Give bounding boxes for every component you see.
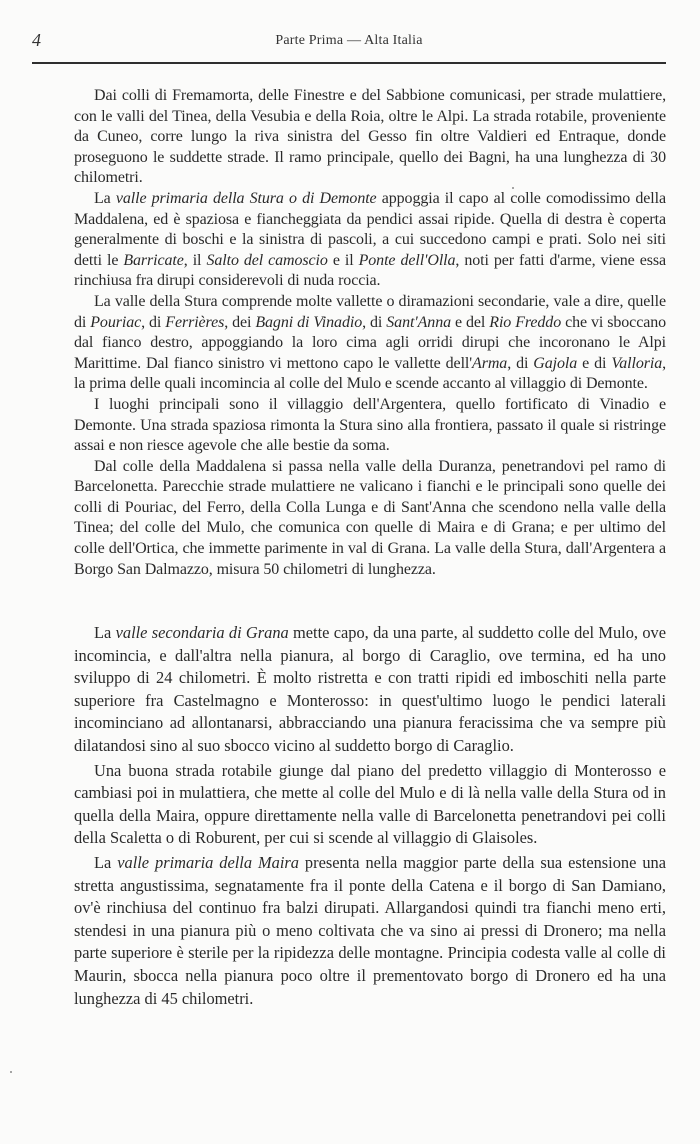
- italic-term: Ferrières: [165, 313, 225, 331]
- print-speck: [512, 187, 514, 189]
- italic-term: Gajola: [533, 354, 578, 372]
- italic-term: Salto del camoscio: [206, 251, 328, 269]
- italic-term: Bagni di Vinadio: [255, 313, 363, 331]
- text-run: La: [94, 852, 118, 872]
- italic-term: Ponte dell'Olla: [358, 251, 456, 269]
- text-run: e di: [577, 354, 612, 372]
- text-run: La valle della Stura comprende molte vallette o diramazioni secondarie, vale a dire, quelle di: [74, 292, 666, 331]
- paragraph: [74, 760, 666, 850]
- text-run: I luoghi principali sono il villaggio dell'Argentera, quello fortificato di Vinadio e Demonte. Una strada spaziosa rimonta la Stura sino alla frontiera, passato il quale si ristringe assai e non riesce agevole che alle bestie da soma.: [74, 395, 666, 455]
- paragraph: [74, 457, 666, 581]
- italic-term: Arma: [472, 354, 508, 372]
- italic-term: Rio Freddo: [489, 313, 562, 331]
- header-rule: [32, 62, 666, 64]
- italic-term: Pouriac: [90, 313, 142, 331]
- paragraph: [74, 852, 666, 1010]
- italic-term: Sant'Anna: [386, 313, 452, 331]
- text-run: Una buona strada rotabile giunge dal piano del predetto villaggio di Monterosso e cambiasi poi in mulattiera, che mette al colle del Mulo e di là nella valle della Stura od in quella della Maira, oppure direttamente nella valle di Barcelonetta penetrandovi pei colli della Scaletta o di Roburent, per cui si scende al villaggio di Glaisoles.: [74, 760, 666, 848]
- text-run: , di: [362, 313, 387, 331]
- text-run: La: [94, 623, 116, 642]
- text-run: Dai colli di Fremamorta, delle Finestre e del Sabbione comunicasi, per strade mulattiere, con le valli del Tinea, della Vesubia e della Roia, oltre le Alpi. La strada rotabile, proveniente da Cuneo, corre lungo la riva sinistra del Gesso fin oltre Valdieri ed Entraque, donde proseguono le suddette strade. Il ramo principale, quello dei Bagni, ha una lunghezza di 30 chilometri.: [74, 87, 666, 187]
- text-run: appoggia il capo al colle comodissimo della Maddalena, ed è spaziosa e fiancheggiata da pendici assai ripide. Quella di destra è coperta generalmente di boschi e la sinistra di pascoli, a cui succedono campi e prati. Solo nei siti detti le: [74, 189, 666, 269]
- paragraph: [74, 86, 666, 189]
- print-speck: [10, 1071, 12, 1073]
- page-number: 4: [32, 30, 41, 50]
- text-run: che vi sboccano dal fianco destro, appoggiando la loro cima agli orridi dirupi che incoronano le Alpi Marittime. Dal fianco sinistro vi mettono capo le vallette dell': [74, 313, 666, 372]
- text-run: , dei: [224, 313, 256, 331]
- text-run: , di: [141, 313, 166, 331]
- italic-term: valle primaria della Stura o di Demonte: [115, 189, 377, 207]
- paragraph: [74, 292, 666, 395]
- text-run: presenta nella maggior parte della sua estensione una stretta angustissima, segnatamente fra il ponte della Catena e il borgo di San Damiano, ov'è rinchiusa del continuo fra balzi dirupati. Allargandosi quindi tra fianchi meno erti, stendesi in una pianura più o meno coltivata che va sino ai pressi di Dronero; ma nella parte superiore è sterile per la ripidezza delle montagne. Principia codesta valle al colle di Maurin, sbocca nella pianura poco oltre il prementovato borgo di Dronero ed ha una lunghezza di 45 chilometri.: [74, 852, 667, 1008]
- paragraph: [74, 189, 666, 292]
- italic-term: Barricate: [123, 251, 184, 269]
- text-run: e del: [451, 313, 490, 331]
- body-text-first: [74, 86, 666, 580]
- page-header: [32, 30, 666, 54]
- text-run: , di: [507, 354, 534, 372]
- body-text-second: [74, 622, 666, 1010]
- text-run: , il: [183, 251, 207, 269]
- paragraph: [74, 622, 666, 758]
- text-run: mette capo, da una parte, al suddetto colle del Mulo, ove incomincia, e dall'altra nella pianura, al borgo di Caraglio, ove termina, ed ha uno sviluppo di 24 chilometri. È molto ristretta e con tratti ripidi ed imboschiti nella parte superiore fra Castelmagno e Monterosso: in quest'ultimo luogo le pendici laterali incominciano ad allontanarsi, abbracciando una pianura feracissima che va sempre più dilatandosi sino al suo sbocco vicino al suddetto borgo di Caraglio.: [74, 623, 666, 755]
- text-run: , la prima delle quali incomincia al colle del Mulo e scende accanto al villaggio di Demonte.: [74, 354, 666, 393]
- text-run: e il: [327, 251, 359, 269]
- text-run: , noti per fatti d'arme, viene essa rinchiusa fra dirupi considerevoli di nuda roccia.: [74, 251, 666, 290]
- running-head: Parte Prima — Alta Italia: [275, 33, 423, 48]
- paragraph: [74, 395, 666, 457]
- text-run: La: [94, 189, 116, 207]
- italic-term: valle secondaria di Grana: [115, 623, 289, 642]
- text-run: Dal colle della Maddalena si passa nella valle della Duranza, penetrandovi pel ramo di Barcelonetta. Parecchie strade mulattiere ne valicano i fianchi e le principali sono quelle dei colli di Pouriac, del Ferro, della Colla Lunga e di Sant'Anna che scendono nella valle della Tinea; del colle del Mulo, che comunica con quelle di Maira e di Grana; e per ultimo del colle dell'Ortica, che immette parimente in val di Grana. La valle della Stura, dall'Argentera a Borgo San Dalmazzo, misura 50 chilometri di lunghezza.: [74, 457, 666, 578]
- italic-term: Valloria: [611, 354, 663, 372]
- italic-term: valle primaria della Maira: [117, 852, 299, 872]
